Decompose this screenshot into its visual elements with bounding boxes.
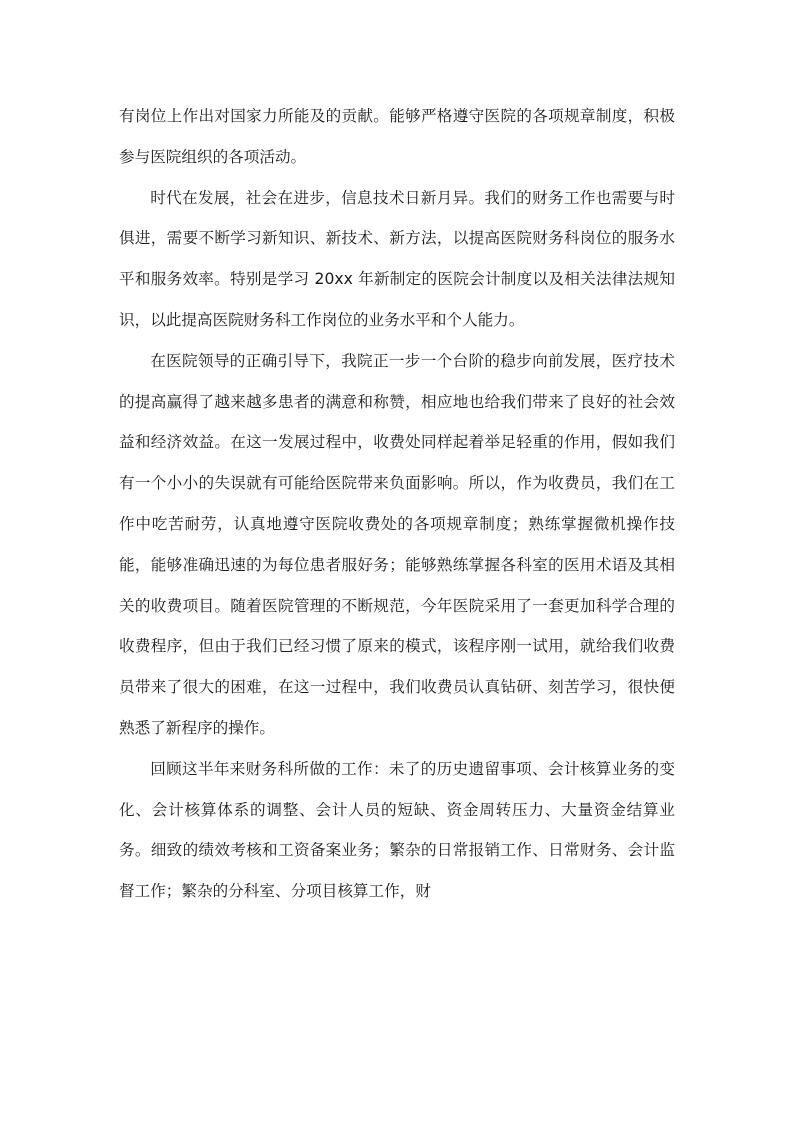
paragraph-billing-office: 在医院领导的正确引导下，我院正一步一个台阶的稳步向前发展，医疗技术的提高赢得了越来越多患者的满意和称赞，相应地也给我们带来了良好的社会效益和经济效益。在这一发展过程中，收费处同样起着举足轻重的作用，假如我们有一个小小的失误就有可能给医院带来负面影响。所以，作为收费员，我们在工作中吃苦耐劳，认真地遵守医院收费处的各项规章制度；熟练掌握微机操作技能，能够准确迅速的为每位患者服好务；能够熟练掌握各科室的医用术语及其相关的收费项目。随着医院管理的不断规范，今年医院采用了一套更加科学合理的收费程序，但由于我们已经习惯了原来的模式，该程序刚一试用，就给我们收费员带来了很大的困难，在这一过程中，我们收费员认真钻研、刻苦学习，很快便熟悉了新程序的操作。 [119,351,675,737]
document-body [119,96,675,912]
paragraph-continuation: 有岗位上作出对国家力所能及的贡献。能够严格遵守医院的各项规章制度，积极参与医院组织的各项活动。 [119,107,675,166]
paragraph-review: 回顾这半年来财务科所做的工作：未了的历史遗留事项、会计核算业务的变化、会计核算体系的调整、会计人员的短缺、资金周转压力、大量资金结算业务。细致的绩效考核和工资备案业务；繁杂的日常报销工作、日常财务、会计监督工作；繁杂的分科室、分项目核算工作，财 [119,759,675,901]
paragraph-it-development: 时代在发展，社会在进步，信息技术日新月异。我们的财务工作也需要与时俱进，需要不断学习新知识、新技术、新方法，以提高医院财务科岗位的服务水平和服务效率。特别是学习 20xx 年新制定的医院会计制度以及相关法律法规知识，以此提高医院财务科工作岗位的业务水平和个人能力。 [119,188,675,329]
